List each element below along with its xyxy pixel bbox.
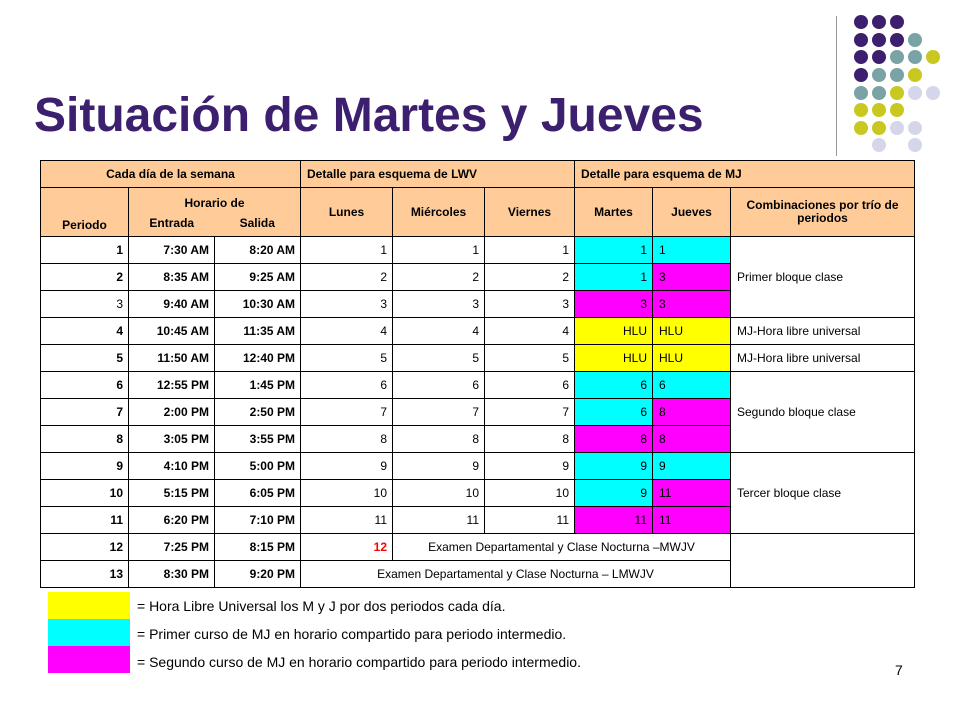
cell-martes: 11 [575,507,653,534]
legend-swatch-magenta [48,646,130,673]
cell-empty [731,534,915,588]
decor-dot [926,86,940,100]
cell-salida: 3:55 PM [215,426,301,453]
decor-dot [926,50,940,64]
decorative-divider [836,16,837,156]
header-mj: Detalle para esquema de MJ [575,161,915,188]
header-lwv: Detalle para esquema de LWV [301,161,575,188]
cell-viernes: 7 [485,399,575,426]
cell-periodo: 13 [41,561,129,588]
cell-lunes: 6 [301,372,393,399]
cell-miercoles: 2 [393,264,485,291]
cell-jueves: 11 [653,507,731,534]
header-horario: Horario de [129,188,301,211]
cell-jueves: 6 [653,372,731,399]
cell-miercoles: 4 [393,318,485,345]
cell-entrada: 11:50 AM [129,345,215,372]
cell-entrada: 12:55 PM [129,372,215,399]
cell-miercoles: 5 [393,345,485,372]
cell-salida: 1:45 PM [215,372,301,399]
cell-lunes: 12 [301,534,393,561]
decor-dot [908,121,922,135]
cell-miercoles: 6 [393,372,485,399]
cell-jueves: 11 [653,480,731,507]
block-tercer: Tercer bloque clase [731,453,915,534]
cell-lunes: 8 [301,426,393,453]
cell-jueves: HLU [653,345,731,372]
cell-jueves: 9 [653,453,731,480]
cell-entrada: 5:15 PM [129,480,215,507]
table-row [41,372,915,399]
cell-salida: 2:50 PM [215,399,301,426]
cell-lunes: 2 [301,264,393,291]
cell-viernes: 9 [485,453,575,480]
cell-entrada: 7:30 AM [129,237,215,264]
cell-lunes: 9 [301,453,393,480]
cell-miercoles: 10 [393,480,485,507]
page-number: 7 [895,662,903,678]
cell-miercoles: 11 [393,507,485,534]
cell-viernes: 4 [485,318,575,345]
cell-salida: 11:35 AM [215,318,301,345]
cell-salida: 8:15 PM [215,534,301,561]
legend-text: = Hora Libre Universal los M y J por dos periodos cada día. [137,598,506,614]
decor-dot [908,68,922,82]
decor-dot [908,50,922,64]
decor-dot [872,50,886,64]
table-row [41,237,915,264]
cell-salida: 7:10 PM [215,507,301,534]
decor-dot [854,68,868,82]
decor-dot [908,86,922,100]
cell-jueves: 3 [653,291,731,318]
table-row [41,534,915,561]
cell-martes: 6 [575,372,653,399]
cell-salida: 5:00 PM [215,453,301,480]
block-segundo: Segundo bloque clase [731,372,915,453]
cell-lunes: 4 [301,318,393,345]
cell-viernes: 5 [485,345,575,372]
cell-entrada: 4:10 PM [129,453,215,480]
cell-periodo: 3 [41,291,129,318]
cell-miercoles: 3 [393,291,485,318]
decor-dot [908,33,922,47]
cell-periodo: 1 [41,237,129,264]
cell-lunes: 3 [301,291,393,318]
cell-periodo: 10 [41,480,129,507]
decor-dot [854,15,868,29]
cell-jueves: 8 [653,399,731,426]
header-miercoles: Miércoles [393,188,485,237]
table-row [41,453,915,480]
cell-exam: Examen Departamental y Clase Nocturna – LMWJV [301,561,731,588]
cell-viernes: 3 [485,291,575,318]
cell-martes: 8 [575,426,653,453]
cell-martes: 9 [575,480,653,507]
decor-dot [890,68,904,82]
decor-dot [872,103,886,117]
cell-salida: 9:20 PM [215,561,301,588]
decor-dot [872,33,886,47]
block-primer: Primer bloque clase [731,237,915,318]
decor-dot [890,50,904,64]
cell-periodo: 11 [41,507,129,534]
decor-dot [872,68,886,82]
header-periodo: Periodo [41,188,129,237]
decor-dot [854,121,868,135]
cell-periodo: 2 [41,264,129,291]
cell-viernes: 8 [485,426,575,453]
cell-martes: 9 [575,453,653,480]
cell-martes: 3 [575,291,653,318]
cell-viernes: 10 [485,480,575,507]
table-row [41,318,915,345]
cell-viernes: 6 [485,372,575,399]
slide-title: Situación de Martes y Jueves [34,89,704,142]
cell-lunes: 1 [301,237,393,264]
cell-periodo: 12 [41,534,129,561]
cell-periodo: 8 [41,426,129,453]
cell-salida: 6:05 PM [215,480,301,507]
decor-dot [854,103,868,117]
header-salida: Salida [215,210,301,237]
cell-martes: 1 [575,237,653,264]
legend-swatch-cyan [48,619,130,646]
cell-lunes: 10 [301,480,393,507]
decor-dot [890,86,904,100]
table-row [41,345,915,372]
cell-viernes: 2 [485,264,575,291]
decor-dot [872,138,886,152]
decor-dot [854,33,868,47]
header-combinaciones: Combinaciones por trío de periodos [731,188,915,237]
cell-entrada: 8:30 PM [129,561,215,588]
decor-dot [872,15,886,29]
cell-entrada: 3:05 PM [129,426,215,453]
cell-periodo: 7 [41,399,129,426]
cell-miercoles: 8 [393,426,485,453]
schedule-table [40,160,915,588]
cell-jueves: 3 [653,264,731,291]
cell-jueves: 1 [653,237,731,264]
cell-lunes: 7 [301,399,393,426]
decor-dot [890,121,904,135]
decor-dot [854,50,868,64]
cell-exam: Examen Departamental y Clase Nocturna –MWJV [393,534,731,561]
cell-periodo: 4 [41,318,129,345]
cell-miercoles: 7 [393,399,485,426]
decor-dot [854,86,868,100]
cell-entrada: 8:35 AM [129,264,215,291]
group-header-row [41,161,915,188]
header-martes: Martes [575,188,653,237]
header-lunes: Lunes [301,188,393,237]
cell-periodo: 5 [41,345,129,372]
cell-periodo: 6 [41,372,129,399]
decor-dot [890,103,904,117]
cell-lunes: 5 [301,345,393,372]
legend-text: = Segundo curso de MJ en horario compartido para periodo intermedio. [137,654,581,670]
cell-jueves: HLU [653,318,731,345]
cell-salida: 12:40 PM [215,345,301,372]
cell-entrada: 9:40 AM [129,291,215,318]
cell-entrada: 10:45 AM [129,318,215,345]
cell-periodo: 9 [41,453,129,480]
cell-entrada: 7:25 PM [129,534,215,561]
cell-miercoles: 9 [393,453,485,480]
header-cada-dia: Cada día de la semana [41,161,301,188]
cell-viernes: 1 [485,237,575,264]
legend-text: = Primer curso de MJ en horario compartido para periodo intermedio. [137,626,567,642]
cell-martes: 6 [575,399,653,426]
decor-dot [908,138,922,152]
decor-dot [890,15,904,29]
decor-dot [872,86,886,100]
cell-combinacion: MJ-Hora libre universal [731,345,915,372]
header-viernes: Viernes [485,188,575,237]
cell-viernes: 11 [485,507,575,534]
cell-entrada: 6:20 PM [129,507,215,534]
decor-dot [890,33,904,47]
cell-lunes: 11 [301,507,393,534]
header-entrada: Entrada [129,210,215,237]
cell-miercoles: 1 [393,237,485,264]
cell-salida: 10:30 AM [215,291,301,318]
cell-jueves: 8 [653,426,731,453]
legend-swatch-yellow [48,592,130,619]
cell-entrada: 2:00 PM [129,399,215,426]
cell-martes: HLU [575,345,653,372]
cell-salida: 8:20 AM [215,237,301,264]
header-jueves: Jueves [653,188,731,237]
cell-martes: 1 [575,264,653,291]
column-header-row [41,188,915,211]
cell-combinacion: MJ-Hora libre universal [731,318,915,345]
cell-salida: 9:25 AM [215,264,301,291]
decor-dot [872,121,886,135]
cell-martes: HLU [575,318,653,345]
